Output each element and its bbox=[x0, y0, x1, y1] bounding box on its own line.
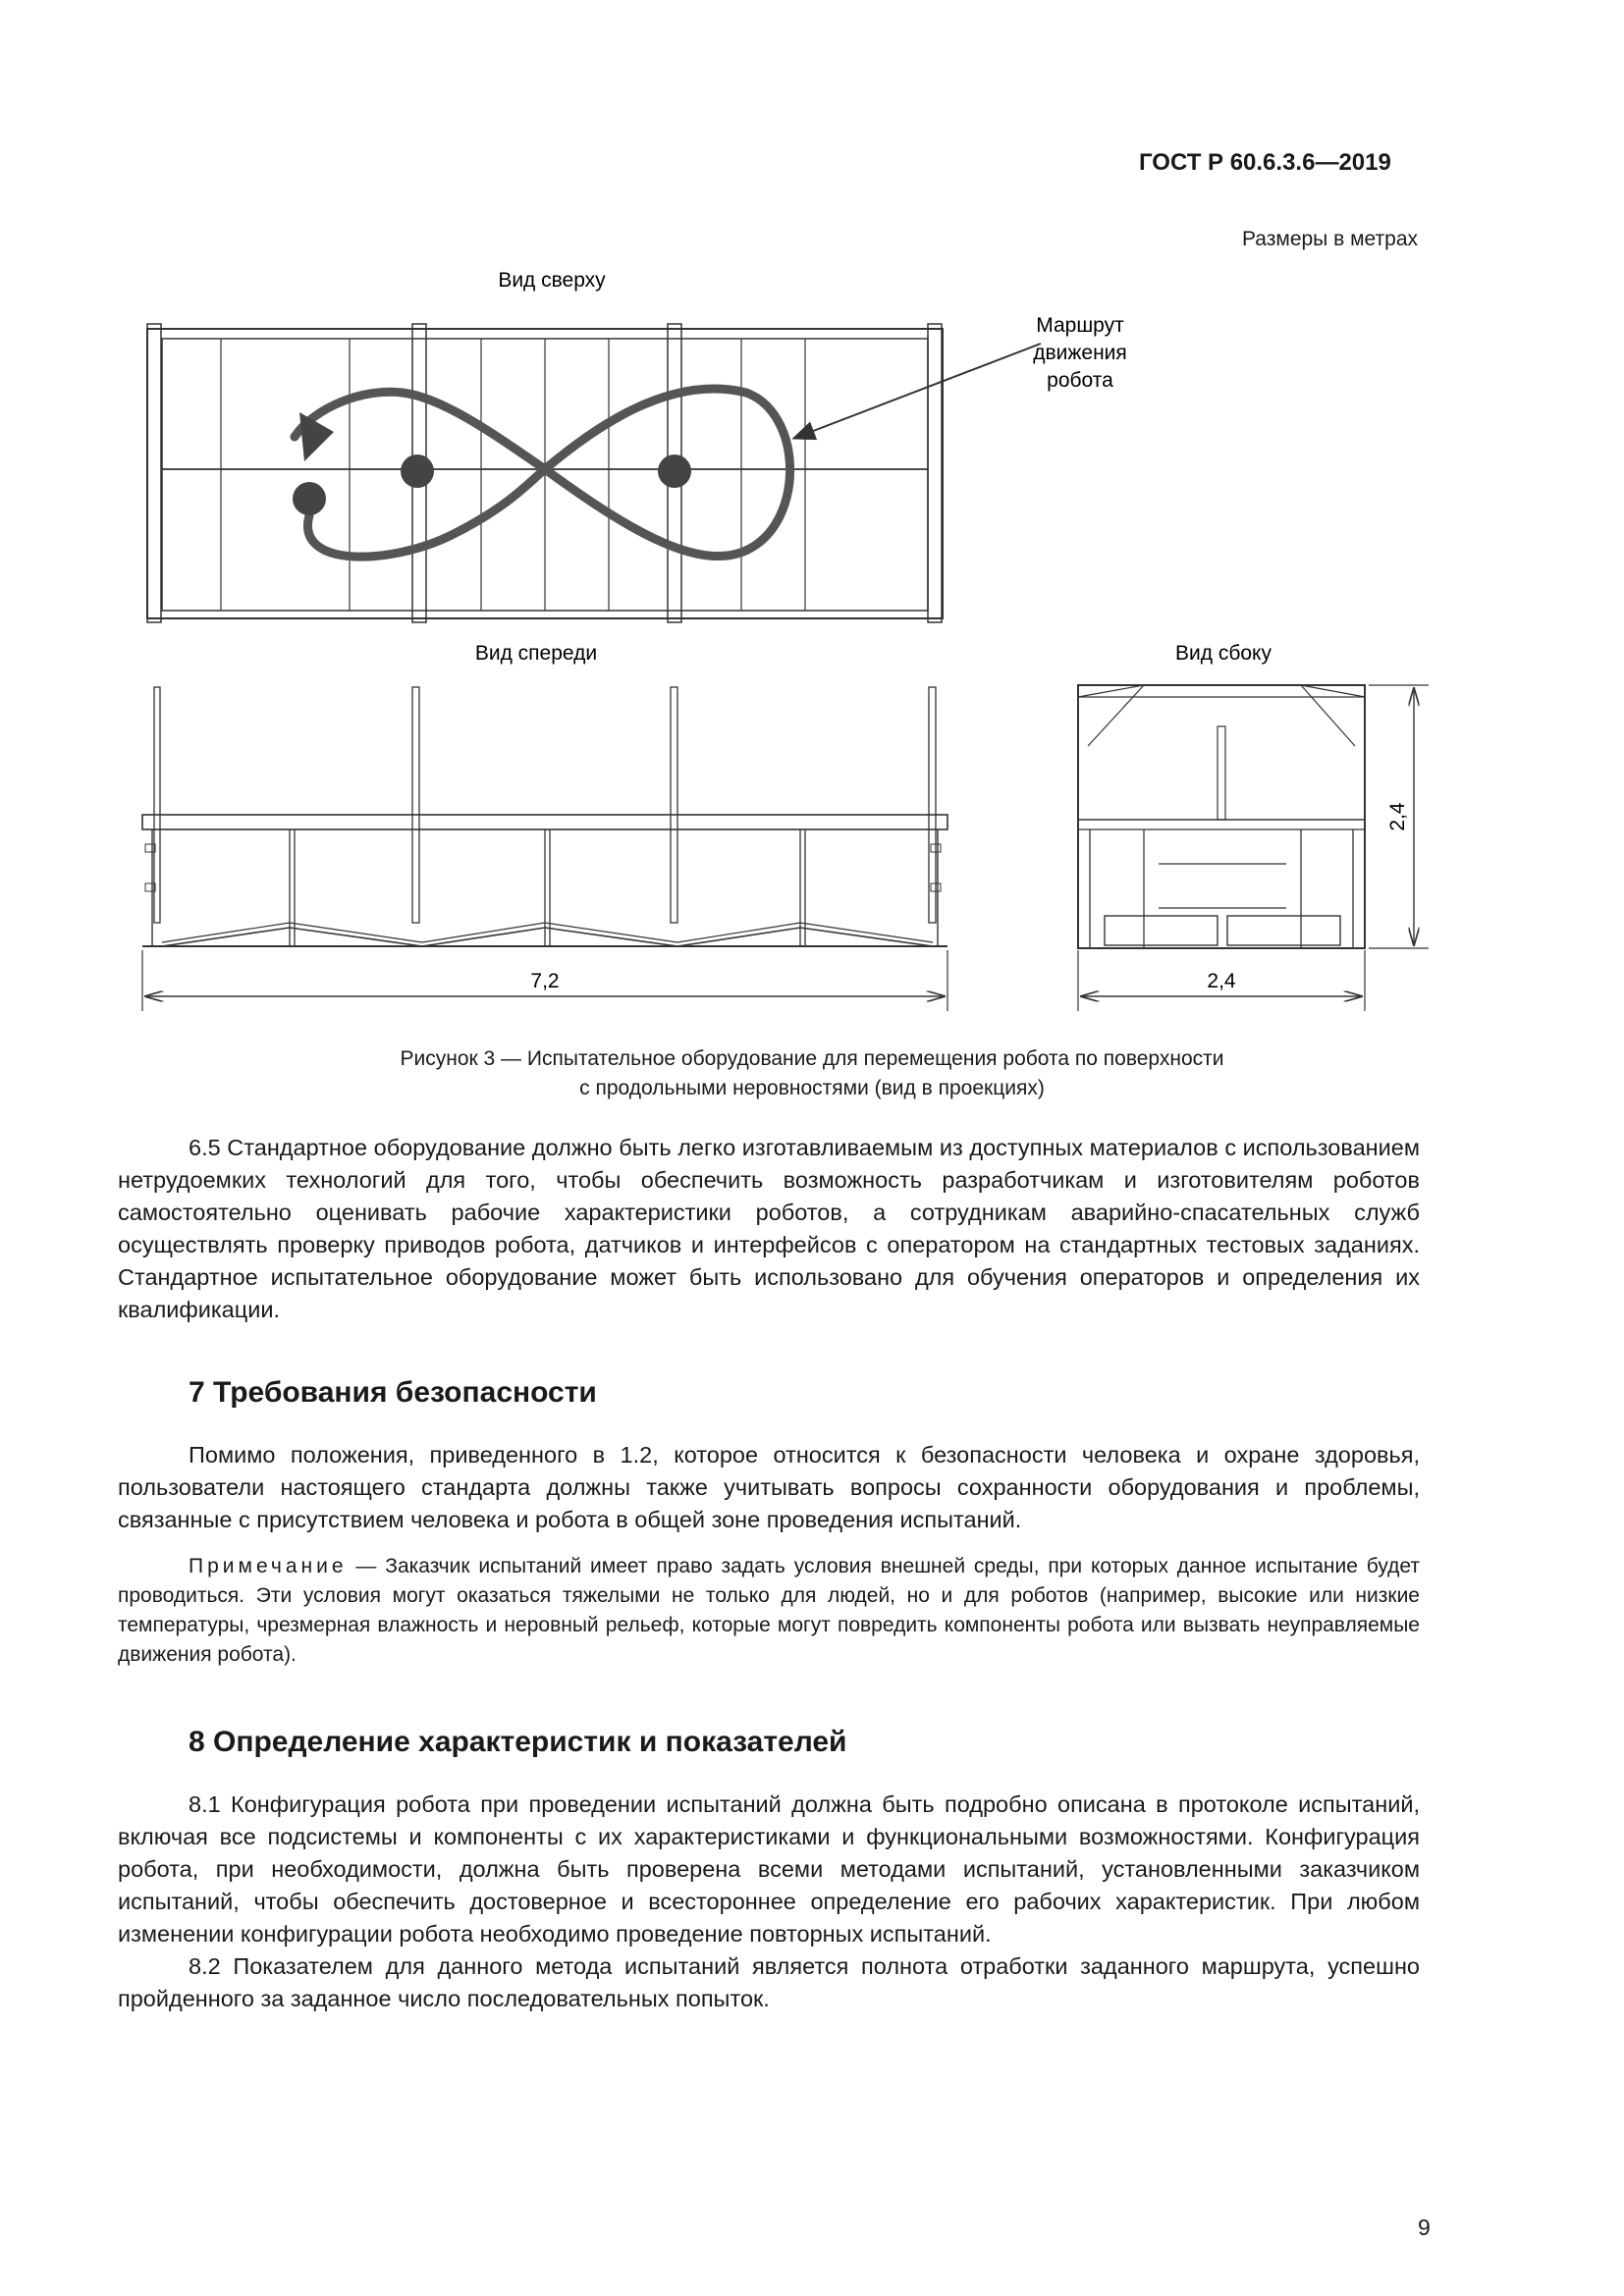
route-label bbox=[1033, 314, 1127, 392]
route-label-line-1: Маршрут bbox=[1036, 314, 1124, 337]
section-7-note bbox=[118, 1552, 1420, 1670]
side-height-dimension: 2,4 bbox=[1386, 802, 1409, 831]
section-8-heading: 8 Определение характеристик и показателей bbox=[189, 1726, 847, 1758]
side-view bbox=[1078, 685, 1365, 948]
section-7-body bbox=[118, 1439, 1420, 1536]
section-7-heading: 7 Требования безопасности bbox=[189, 1376, 597, 1409]
document-code: ГОСТ Р 60.6.3.6—2019 bbox=[1139, 149, 1391, 176]
front-length-dimension: 7,2 bbox=[530, 970, 560, 992]
route-waypoint-2 bbox=[658, 454, 691, 488]
paragraph-6-5: 6.5 Стандартное оборудование должно быть легко изготавливаемым из доступных материалов с использованием нетрудоемких технологий для того, чтобы обеспечить возможность разработчикам и изготовителям роботов самостоятельно оценивать рабочие характеристики роботов, а сотрудникам аварийно-спасательных служб осуществлять проверку приводов робота, датчиков и интерфейсов с оператором на стандартных тестовых заданиях. Стандартное испытательное оборудование может быть использовано для обучения операторов и определения их квалификации. bbox=[118, 1135, 1420, 1322]
route-label-line-3: робота bbox=[1047, 369, 1113, 392]
figure-caption-line-2: с продольными неровностями (вид в проекциях) bbox=[579, 1077, 1045, 1099]
section-7-paragraph: Помимо положения, приведенного в 1.2, которое относится к безопасности человека и охране здоровья, пользователи настоящего стандарта должны также учитывать вопросы сохранности оборудования и проблемы, связанные с присутствием человека и робота в общей зоне проведения испытаний. bbox=[118, 1442, 1420, 1532]
route-waypoint-1 bbox=[401, 454, 434, 488]
route-label-line-2: движения bbox=[1033, 342, 1127, 364]
top-view-label: Вид сверху bbox=[498, 269, 606, 292]
route-leader-line bbox=[795, 344, 1041, 438]
front-view bbox=[142, 687, 947, 946]
section-8-body bbox=[118, 1789, 1420, 2015]
paragraph-8-2: 8.2 Показателем для данного метода испытаний является полнота отработки заданного маршрута, успешно пройденного за заданное число последовательных попыток. bbox=[118, 1953, 1420, 2011]
robot-route-path bbox=[295, 389, 790, 557]
route-start-point bbox=[293, 482, 326, 515]
side-view-label: Вид сбоку bbox=[1175, 642, 1272, 665]
page-number: 9 bbox=[1418, 2215, 1431, 2240]
paragraph-8-1: 8.1 Конфигурация робота при проведении испытаний должна быть подробно описана в протоколе испытаний, включая все подсистемы и компоненты с их характеристиками и функциональными возможностями. Конфигурация робота, при необходимости, должна быть проверена всеми методами испытаний, установленными заказчиком испытаний, чтобы обеспечить достоверное и всестороннее определение его рабочих характеристик. При любом изменении конфигурации робота необходимо проведение повторных испытаний. bbox=[118, 1791, 1420, 1947]
units-note: Размеры в метрах bbox=[1242, 228, 1418, 250]
front-view-label: Вид спереди bbox=[474, 642, 598, 665]
paragraph-6-5-block bbox=[118, 1132, 1420, 1326]
figure-3-drawing bbox=[0, 0, 1624, 1041]
figure-caption-line-1: Рисунок 3 — Испытательное оборудование для перемещения робота по поверхности bbox=[400, 1047, 1224, 1070]
figure-caption bbox=[196, 1044, 1428, 1103]
side-width-dimension: 2,4 bbox=[1207, 970, 1236, 992]
note-label: Примечание bbox=[189, 1555, 348, 1577]
note-text: — Заказчик испытаний имеет право задать условия внешней среды, при которых данное испытание будет проводиться. Эти условия могут оказаться тяжелыми не только для людей, но и для роботов (например, высокие или низкие температуры, чрезмерная влажность и неровный рельеф, которые могут повредить компоненты робота или вызвать неуправляемые движения робота). bbox=[118, 1555, 1420, 1666]
